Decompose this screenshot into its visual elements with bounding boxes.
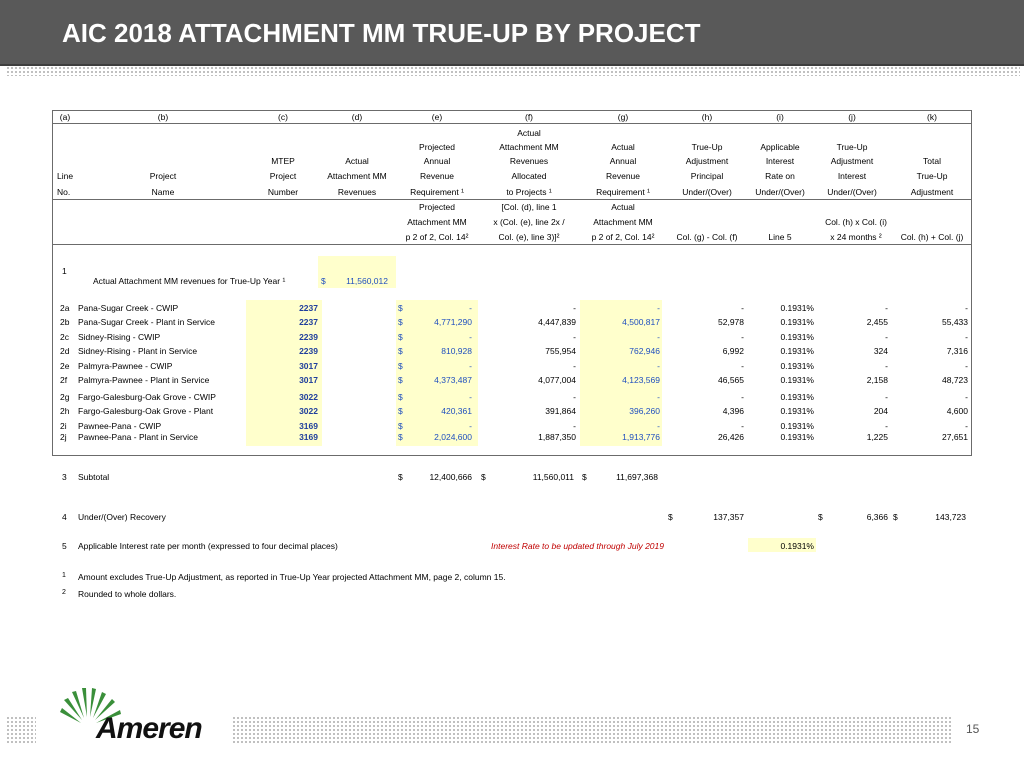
row-e: 2,024,600 (434, 432, 472, 442)
header-h-1: True-Up (691, 142, 723, 152)
line-1-no: 1 (62, 266, 67, 276)
row-currency: $ (398, 317, 403, 327)
row-mtep: 3017 (299, 375, 318, 385)
line-3-label: Subtotal (78, 472, 110, 482)
row-mtep: 3169 (299, 432, 318, 442)
row-currency: $ (398, 303, 403, 313)
row-g: - (657, 332, 660, 342)
row-k: 27,651 (942, 432, 968, 442)
row-e: 810,928 (441, 346, 472, 356)
col-letter-e: (e) (431, 112, 443, 122)
row-f: - (573, 303, 576, 313)
row-mtep: 2237 (299, 303, 318, 313)
row-name: Fargo-Galesburg-Oak Grove - Plant (78, 406, 214, 416)
source-e-1: Projected (419, 202, 455, 212)
row-i: 0.1931% (780, 317, 814, 327)
line-4-j: 6,366 (866, 512, 888, 522)
row-g: - (657, 361, 660, 371)
col-letter-h: (h) (701, 112, 713, 122)
header-e-4: Requirement ¹ (410, 187, 464, 197)
header-k-1: Total (923, 156, 941, 166)
row-g: 4,123,569 (622, 375, 660, 385)
source-j-1: Col. (h) x Col. (i) (825, 217, 887, 227)
header-j-2: Adjustment (830, 156, 874, 166)
source-i: Line 5 (768, 232, 792, 242)
row-name: Sidney-Rising - Plant in Service (78, 346, 198, 356)
row-name: Pana-Sugar Creek - CWIP (78, 303, 179, 313)
row-e: - (469, 361, 472, 371)
footnote-1-text: Amount excludes True-Up Adjustment, as reported in True-Up Year projected Attachment MM, page 2, column 15. (78, 572, 506, 582)
header-f-4: Allocated (511, 171, 547, 181)
row-k: - (965, 361, 968, 371)
row-name: Fargo-Galesburg-Oak Grove - CWIP (78, 392, 216, 402)
col-letter-a: (a) (59, 112, 71, 122)
footer-dotted-rule-right (232, 716, 952, 744)
col-letter-k: (k) (927, 112, 937, 122)
header-j-3: Interest (837, 171, 867, 181)
source-g-1: Actual (611, 202, 635, 212)
row-i: 0.1931% (780, 346, 814, 356)
row-mtep: 2239 (299, 332, 318, 342)
row-i: 0.1931% (780, 432, 814, 442)
row-name: Pana-Sugar Creek - Plant in Service (78, 317, 216, 327)
row-i: 0.1931% (780, 392, 814, 402)
source-e-2: Attachment MM (407, 217, 467, 227)
header-k-2: True-Up (916, 171, 948, 181)
row-f: - (573, 332, 576, 342)
footnote-1-mark: 1 (62, 572, 66, 579)
row-mtep: 3022 (299, 406, 318, 416)
line-5-note: Interest Rate to be updated through July 2019 (491, 541, 664, 551)
header-h-4: Under/(Over) (682, 187, 732, 197)
line-5-value: 0.1931% (780, 541, 814, 551)
row-no: 2c (60, 332, 69, 342)
header-c-2: Project (269, 171, 297, 181)
row-i: 0.1931% (780, 303, 814, 313)
row-i: 0.1931% (780, 332, 814, 342)
header-f-1: Actual (517, 128, 541, 138)
row-k: - (965, 392, 968, 402)
row-no: 2j (60, 432, 67, 442)
line-1-label: Actual Attachment MM revenues for True-Up Year ¹ (93, 276, 286, 286)
col-letter-j: (j) (848, 112, 856, 122)
header-g-1: Actual (611, 142, 635, 152)
source-e-3: p 2 of 2, Col. 14² (405, 232, 469, 242)
page-number: 15 (966, 722, 980, 736)
row-h: 4,396 (722, 406, 744, 416)
header-e-3: Revenue (419, 171, 455, 181)
row-mtep: 3017 (299, 361, 318, 371)
row-e: - (469, 392, 472, 402)
line-4-currency-h: $ (668, 512, 673, 522)
line-3-currency-g: $ (582, 472, 587, 482)
header-h-3: Principal (690, 171, 724, 181)
row-e: - (469, 303, 472, 313)
row-f: 391,864 (545, 406, 576, 416)
header-b-2: Name (151, 187, 175, 197)
row-e: - (469, 332, 472, 342)
line-3-no: 3 (62, 472, 67, 482)
col-letter-d: (d) (351, 112, 363, 122)
row-currency: $ (398, 361, 403, 371)
row-k: 48,723 (942, 375, 968, 385)
col-letter-c: (c) (278, 112, 288, 122)
source-k: Col. (h) + Col. (j) (900, 232, 964, 242)
row-j: - (885, 421, 888, 431)
line-4-h: 137,357 (713, 512, 744, 522)
source-g-3: p 2 of 2, Col. 14² (591, 232, 655, 242)
col-letter-g: (g) (617, 112, 629, 122)
row-mtep: 2237 (299, 317, 318, 327)
header-g-4: Requirement ¹ (596, 187, 650, 197)
row-k: - (965, 332, 968, 342)
row-no: 2g (60, 392, 70, 402)
line-5-label: Applicable Interest rate per month (expressed to four decimal places) (78, 541, 338, 551)
header-g-3: Revenue (605, 171, 641, 181)
header-rule-1 (52, 123, 972, 124)
row-name: Palmyra-Pawnee - Plant in Service (78, 375, 210, 385)
line-3-f: 11,560,011 (532, 472, 574, 482)
header-f-5: to Projects ¹ (506, 187, 552, 197)
line-1-value: 11,560,012 (346, 276, 388, 286)
row-no: 2b (60, 317, 70, 327)
slide-header (0, 0, 1024, 66)
row-h: 26,426 (718, 432, 744, 442)
row-name: Pawnee-Pana - Plant in Service (78, 432, 199, 442)
row-j: 2,455 (866, 317, 888, 327)
row-h: - (741, 332, 744, 342)
ameren-logo (60, 686, 210, 746)
row-j: 2,158 (866, 375, 888, 385)
row-no: 2d (60, 346, 70, 356)
header-c-1: MTEP (271, 156, 295, 166)
row-currency: $ (398, 406, 403, 416)
row-k: - (965, 303, 968, 313)
header-i-1: Applicable (760, 142, 800, 152)
row-g: - (657, 303, 660, 313)
line-4-currency-k: $ (893, 512, 898, 522)
line-3-currency-e: $ (398, 472, 403, 482)
row-i: 0.1931% (780, 406, 814, 416)
col-letter-i: (i) (776, 112, 784, 122)
line-4-k: 143,723 (935, 512, 966, 522)
row-no: 2i (60, 421, 67, 431)
row-i: 0.1931% (780, 375, 814, 385)
row-mtep: 2239 (299, 346, 318, 356)
header-j-1: True-Up (836, 142, 868, 152)
source-f-3: Col. (e), line 3)]² (498, 232, 560, 242)
source-f-1: [Col. (d), line 1 (501, 202, 557, 212)
source-j-2: x 24 months ² (830, 232, 882, 242)
source-h: Col. (g) - Col. (f) (676, 232, 738, 242)
row-f: - (573, 421, 576, 431)
ameren-brand-name: Ameren (96, 712, 202, 745)
col-letter-b: (b) (157, 112, 169, 122)
row-h: - (741, 392, 744, 402)
header-f-3: Revenues (509, 156, 549, 166)
page-title: AIC 2018 ATTACHMENT MM TRUE-UP BY PROJECT (62, 18, 701, 48)
row-g: 762,946 (629, 346, 660, 356)
row-name: Sidney-Rising - CWIP (78, 332, 161, 342)
row-g: 396,260 (629, 406, 660, 416)
row-e: 4,771,290 (434, 317, 472, 327)
header-i-3: Rate on (765, 171, 795, 181)
footnote-2-mark: 2 (62, 589, 66, 596)
row-g: 1,913,776 (622, 432, 660, 442)
header-k-3: Adjustment (910, 187, 954, 197)
row-e: 420,361 (441, 406, 472, 416)
row-currency: $ (398, 432, 403, 442)
row-f: 4,077,004 (538, 375, 576, 385)
header-a-1: Line (57, 171, 74, 181)
row-k: 7,316 (946, 346, 968, 356)
row-j: 324 (873, 346, 888, 356)
header-j-4: Under/(Over) (827, 187, 877, 197)
header-d-3: Revenues (337, 187, 377, 197)
row-e: - (469, 421, 472, 431)
line-4-label: Under/(Over) Recovery (78, 512, 166, 522)
row-no: 2h (60, 406, 70, 416)
line-4-currency-j: $ (818, 512, 823, 522)
row-mtep: 3022 (299, 392, 318, 402)
line-3-g: 11,697,368 (616, 472, 658, 482)
row-currency: $ (398, 346, 403, 356)
row-f: 755,954 (545, 346, 576, 356)
row-h: - (741, 303, 744, 313)
footnote-2-text: Rounded to whole dollars. (78, 589, 177, 599)
row-k: 4,600 (946, 406, 968, 416)
header-d-1: Actual (345, 156, 369, 166)
row-currency: $ (398, 332, 403, 342)
row-i: 0.1931% (780, 421, 814, 431)
row-h: - (741, 421, 744, 431)
row-j: - (885, 361, 888, 371)
header-rule-2 (52, 199, 972, 200)
row-k: 55,433 (942, 317, 968, 327)
row-no: 2a (60, 303, 70, 313)
row-f: - (573, 392, 576, 402)
row-j: - (885, 332, 888, 342)
row-currency: $ (398, 421, 403, 431)
row-h: - (741, 361, 744, 371)
header-g-2: Annual (609, 156, 637, 166)
header-e-2: Annual (423, 156, 451, 166)
header-i-4: Under/(Over) (755, 187, 805, 197)
row-h: 52,978 (718, 317, 744, 327)
row-j: 1,225 (866, 432, 888, 442)
line-3-currency-f: $ (481, 472, 486, 482)
row-e: 4,373,487 (434, 375, 472, 385)
row-mtep: 3169 (299, 421, 318, 431)
row-f: - (573, 361, 576, 371)
header-e-1: Projected (419, 142, 455, 152)
row-f: 4,447,839 (538, 317, 576, 327)
row-currency: $ (398, 375, 403, 385)
footer-dotted-rule-left (6, 716, 36, 744)
source-f-2: x (Col. (e), line 2x / (493, 217, 565, 227)
row-j: - (885, 392, 888, 402)
row-k: - (965, 421, 968, 431)
header-d-2: Attachment MM (327, 171, 387, 181)
row-f: 1,887,350 (538, 432, 576, 442)
header-dotted-rule (6, 66, 1020, 76)
row-no: 2f (60, 375, 68, 385)
row-g: 4,500,817 (622, 317, 660, 327)
line-4-no: 4 (62, 512, 67, 522)
header-rule-3 (52, 244, 972, 245)
row-j: 204 (873, 406, 888, 416)
header-c-3: Number (267, 187, 299, 197)
header-b-1: Project (149, 171, 177, 181)
row-name: Pawnee-Pana - CWIP (78, 421, 162, 431)
row-name: Palmyra-Pawnee - CWIP (78, 361, 173, 371)
source-g-2: Attachment MM (593, 217, 653, 227)
header-h-2: Adjustment (685, 156, 729, 166)
row-no: 2e (60, 361, 70, 371)
line-5-no: 5 (62, 541, 67, 551)
row-g: - (657, 421, 660, 431)
col-letter-f: (f) (524, 112, 534, 122)
line-1-currency: $ (321, 276, 326, 286)
header-f-2: Attachment MM (499, 142, 559, 152)
header-i-2: Interest (765, 156, 795, 166)
header-a-2: No. (57, 187, 71, 197)
row-i: 0.1931% (780, 361, 814, 371)
row-g: - (657, 392, 660, 402)
row-h: 46,565 (718, 375, 744, 385)
row-currency: $ (398, 392, 403, 402)
row-h: 6,992 (722, 346, 744, 356)
row-j: - (885, 303, 888, 313)
line-3-e: 12,400,666 (429, 472, 472, 482)
